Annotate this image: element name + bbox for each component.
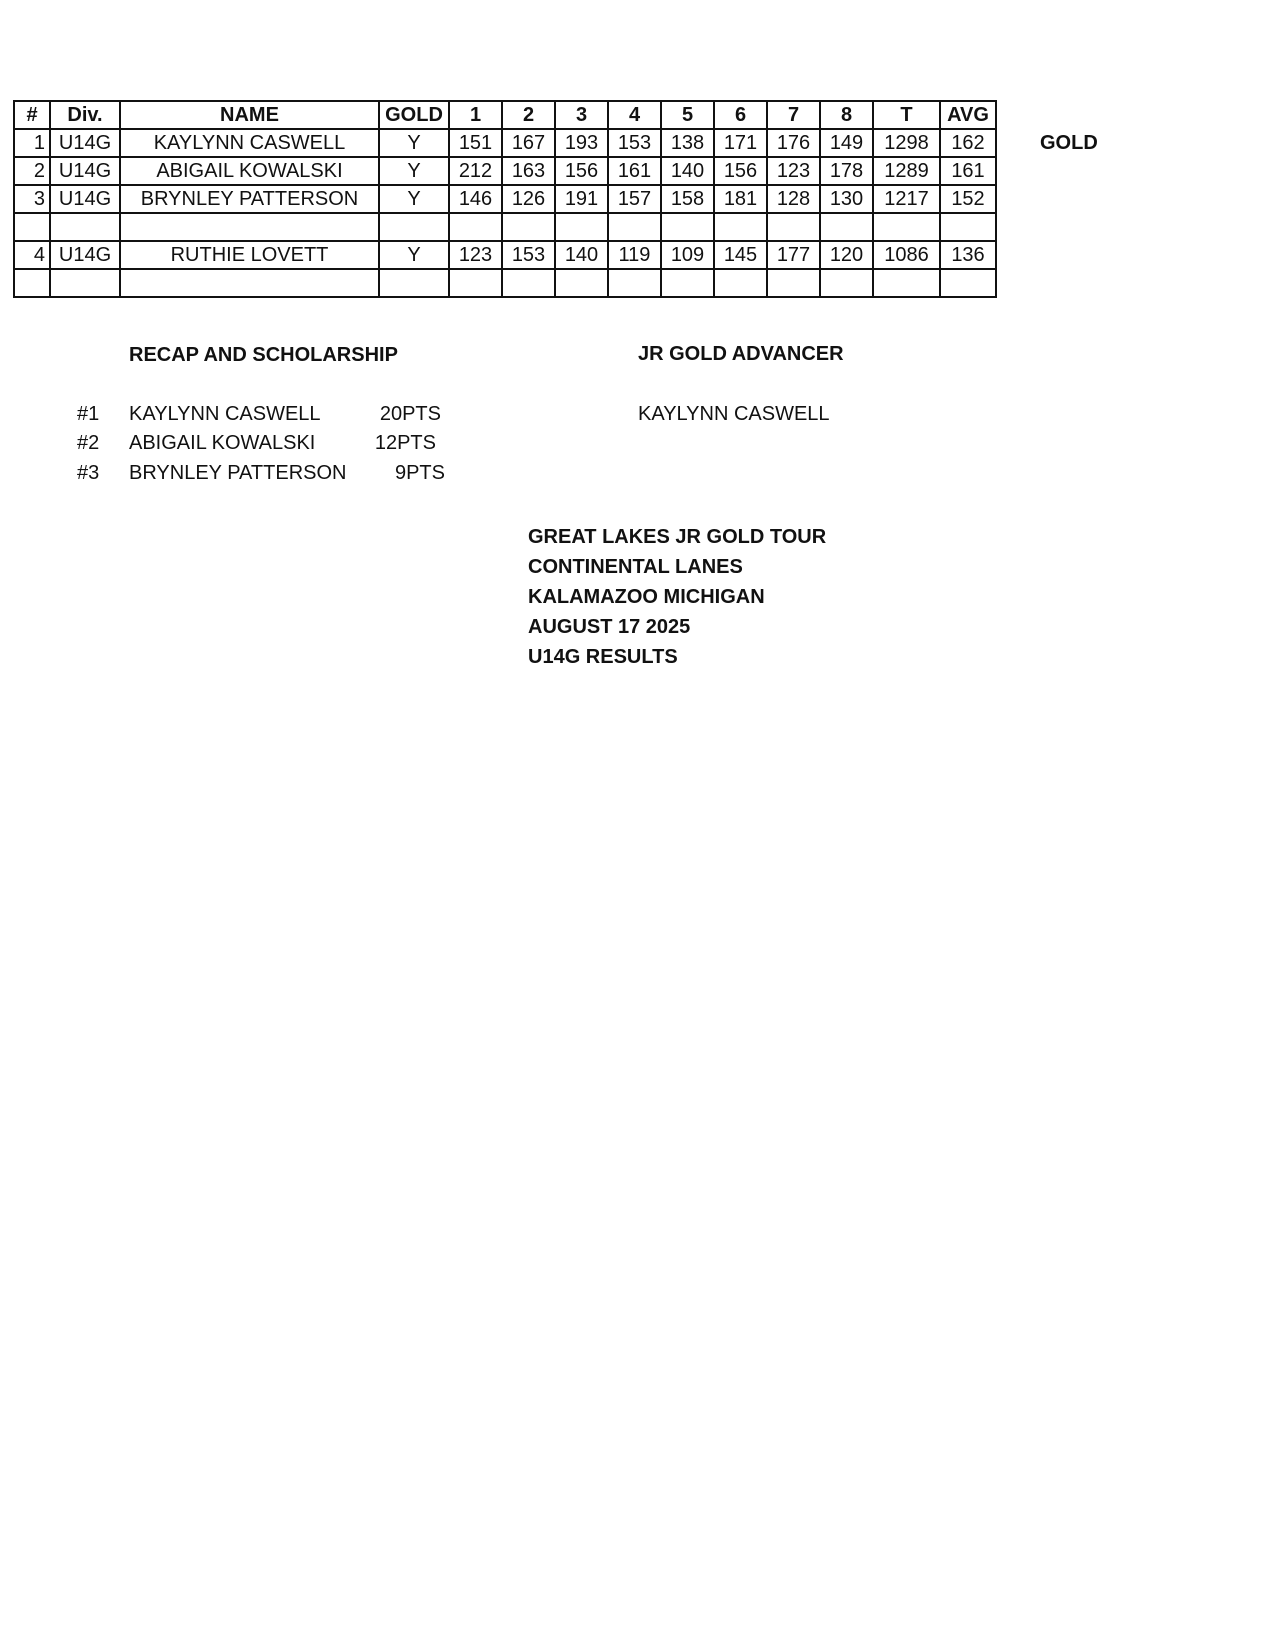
recap-points: 9PTS — [394, 462, 445, 484]
empty-row — [14, 269, 996, 297]
row-game-1: 123 — [449, 241, 502, 269]
event-results: U14G RESULTS — [528, 646, 678, 668]
row-game-4: 161 — [608, 157, 661, 185]
row-game-2: 153 — [502, 241, 555, 269]
row-game-5: 138 — [661, 129, 714, 157]
row-name: KAYLYNN CASWELL — [120, 129, 379, 157]
row-game-1: 212 — [449, 157, 502, 185]
row-game-7: 123 — [767, 157, 820, 185]
recap-rank: #3 — [77, 462, 100, 484]
row-total: 1289 — [873, 157, 940, 185]
row-game-5: 140 — [661, 157, 714, 185]
recap-title: RECAP AND SCHOLARSHIP — [129, 344, 398, 366]
recap-name: KAYLYNN CASWELL — [129, 403, 321, 425]
row-game-7: 128 — [767, 185, 820, 213]
row-game-2: 167 — [502, 129, 555, 157]
header-game-8: 8 — [820, 101, 873, 129]
row-game-6: 181 — [714, 185, 767, 213]
row-game-8: 149 — [820, 129, 873, 157]
row-game-7: 176 — [767, 129, 820, 157]
recap-name: BRYNLEY PATTERSON — [129, 462, 347, 484]
recap-rank: #2 — [77, 432, 100, 454]
header-game-6: 6 — [714, 101, 767, 129]
header-game-1: 1 — [449, 101, 502, 129]
row-gold: Y — [379, 241, 449, 269]
header-total: T — [873, 101, 940, 129]
advancer-name: KAYLYNN CASWELL — [638, 403, 830, 425]
recap-entry — [77, 462, 477, 490]
row-game-4: 157 — [608, 185, 661, 213]
row-game-3: 156 — [555, 157, 608, 185]
header-game-4: 4 — [608, 101, 661, 129]
row-game-7: 177 — [767, 241, 820, 269]
row-game-2: 163 — [502, 157, 555, 185]
row-division: U14G — [50, 185, 120, 213]
row-game-8: 130 — [820, 185, 873, 213]
recap-rank: #1 — [77, 403, 100, 425]
header-game-5: 5 — [661, 101, 714, 129]
row-game-8: 178 — [820, 157, 873, 185]
recap-points: 12PTS — [374, 432, 436, 454]
row-average: 162 — [940, 129, 996, 157]
row-game-3: 193 — [555, 129, 608, 157]
event-info — [528, 522, 826, 672]
recap-points: 20PTS — [379, 403, 441, 425]
row-division: U14G — [50, 157, 120, 185]
row-rank: 1 — [14, 129, 50, 157]
table-header-row — [14, 101, 996, 129]
header-rank: # — [14, 101, 50, 129]
row-game-4: 119 — [608, 241, 661, 269]
row-game-4: 153 — [608, 129, 661, 157]
table-row — [14, 185, 996, 213]
row-total: 1298 — [873, 129, 940, 157]
header-name: NAME — [120, 101, 379, 129]
row-game-1: 146 — [449, 185, 502, 213]
row-rank: 2 — [14, 157, 50, 185]
row-total: 1217 — [873, 185, 940, 213]
row-name: BRYNLEY PATTERSON — [120, 185, 379, 213]
header-game-7: 7 — [767, 101, 820, 129]
event-date: AUGUST 17 2025 — [528, 616, 691, 638]
results-table — [13, 100, 997, 298]
header-game-2: 2 — [502, 101, 555, 129]
row-game-3: 191 — [555, 185, 608, 213]
row-game-8: 120 — [820, 241, 873, 269]
row-division: U14G — [50, 129, 120, 157]
row-game-5: 158 — [661, 185, 714, 213]
row-name: ABIGAIL KOWALSKI — [120, 157, 379, 185]
row-game-5: 109 — [661, 241, 714, 269]
row-average: 152 — [940, 185, 996, 213]
event-location: KALAMAZOO MICHIGAN — [528, 586, 765, 608]
event-venue: CONTINENTAL LANES — [528, 556, 743, 578]
table-row — [14, 129, 996, 157]
table-row — [14, 157, 996, 185]
row-gold: Y — [379, 185, 449, 213]
gold-flag: GOLD — [1040, 132, 1098, 154]
row-division: U14G — [50, 241, 120, 269]
row-game-6: 156 — [714, 157, 767, 185]
row-rank: 3 — [14, 185, 50, 213]
row-game-6: 171 — [714, 129, 767, 157]
row-gold: Y — [379, 129, 449, 157]
row-gold: Y — [379, 157, 449, 185]
header-division: Div. — [50, 101, 120, 129]
row-game-6: 145 — [714, 241, 767, 269]
row-game-3: 140 — [555, 241, 608, 269]
recap-name: ABIGAIL KOWALSKI — [129, 432, 316, 454]
event-tour: GREAT LAKES JR GOLD TOUR — [528, 526, 827, 548]
row-game-1: 151 — [449, 129, 502, 157]
header-game-3: 3 — [555, 101, 608, 129]
recap-entry — [77, 432, 477, 460]
row-rank: 4 — [14, 241, 50, 269]
recap-entry — [77, 403, 477, 431]
row-name: RUTHIE LOVETT — [120, 241, 379, 269]
empty-row — [14, 213, 996, 241]
advancer-title: JR GOLD ADVANCER — [638, 343, 844, 365]
row-game-2: 126 — [502, 185, 555, 213]
row-average: 136 — [940, 241, 996, 269]
header-average: AVG — [940, 101, 996, 129]
row-average: 161 — [940, 157, 996, 185]
header-gold: GOLD — [379, 101, 449, 129]
row-total: 1086 — [873, 241, 940, 269]
table-row — [14, 241, 996, 269]
